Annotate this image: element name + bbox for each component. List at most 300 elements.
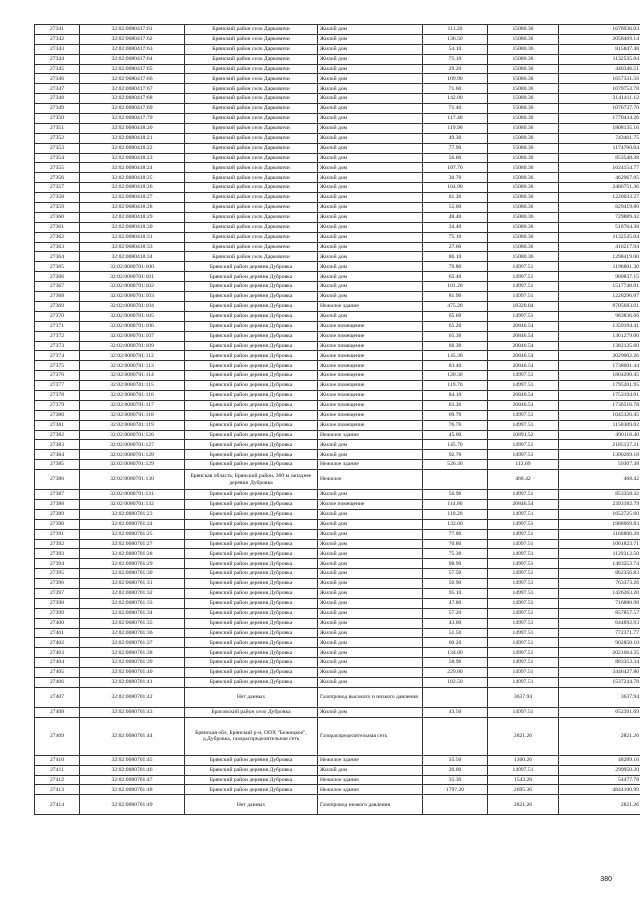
address-cell: Брянский район деревня Дубровка: [185, 371, 318, 381]
table-row: [35, 242, 640, 252]
cadastral-number-cell: 32:02:0080701:112: [80, 351, 185, 361]
specific-value-cell: 14997.51: [488, 579, 559, 589]
address-cell: Брянский район деревня Дубровка: [185, 539, 318, 549]
area-cell: 66.30: [423, 341, 488, 351]
cadastral-number-cell: 32:02:0080701:115: [80, 381, 185, 391]
area-cell: 75.10: [423, 54, 488, 64]
cadastral-value-cell: 48289.10: [559, 755, 640, 765]
address-cell: Брянский район село Дарковичи: [185, 232, 318, 242]
address-cell: Брянский район деревня Дубровка: [185, 272, 318, 282]
object-type-cell: Жилой дом: [318, 519, 423, 529]
cadastral-number-cell: 32:02:0080417:62: [80, 34, 185, 44]
specific-value-cell: 15080.36: [488, 114, 559, 124]
area-cell: 71.40: [423, 104, 488, 114]
table-row: [35, 569, 640, 579]
cadastral-value-cell: 1045326.45: [559, 410, 640, 420]
cadastral-number-cell: 32:02:0080701:31: [80, 579, 185, 589]
cadastral-value-cell: 1166806.28: [559, 529, 640, 539]
area-cell: 81.30: [423, 193, 488, 203]
address-cell: Брянская область, Брянский район, 300 м западнее деревни Дубровка: [185, 470, 318, 490]
cadastral-number-cell: 32:02:0080701:45: [80, 755, 185, 765]
specific-value-cell: 14997.51: [488, 559, 559, 569]
table-row: [35, 400, 640, 410]
object-type-cell: Газопровод высокого и низкого давления: [318, 687, 423, 707]
specific-value-cell: 14997.51: [488, 707, 559, 717]
cadastral-value-cell: 4844100.99: [559, 785, 640, 795]
specific-value-cell: 14997.51: [488, 658, 559, 668]
cadastral-number-cell: 32:02:0080701:32: [80, 588, 185, 598]
area-cell: 20.00: [423, 765, 488, 775]
area-cell: 95.10: [423, 588, 488, 598]
area-cell: 132.60: [423, 519, 488, 529]
object-type-cell: Жилой дом: [318, 272, 423, 282]
table-row: [35, 321, 640, 331]
cadastral-value-cell: 3446427.80: [559, 668, 640, 678]
area-cell: 58.90: [423, 658, 488, 668]
area-cell: 48.40: [423, 212, 488, 222]
address-cell: Брянский район деревня Дубровка: [185, 598, 318, 608]
specific-value-cell: 15080.36: [488, 133, 559, 143]
address-cell: Брянский район деревня Дубровка: [185, 430, 318, 440]
row-number-cell: 27410: [35, 755, 80, 765]
object-type-cell: Жилой дом: [318, 262, 423, 272]
table-row: [35, 361, 640, 371]
cadastral-value-cell: 2021664.35: [559, 648, 640, 658]
object-type-cell: Нежилое здание: [318, 755, 423, 765]
area-cell: 120.30: [423, 371, 488, 381]
row-number-cell: 27413: [35, 785, 80, 795]
cadastral-value-cell: 1196801.30: [559, 262, 640, 272]
row-number-cell: 27405: [35, 668, 80, 678]
address-cell: Брянский район деревня Дубровка: [185, 420, 318, 430]
area-cell: [423, 717, 488, 755]
address-cell: Брянский район село Дарковичи: [185, 173, 318, 183]
cadastral-value-cell: 729889.42: [559, 212, 640, 222]
cadastral-value-cell: 440346.51: [559, 64, 640, 74]
specific-value-cell: 15080.36: [488, 222, 559, 232]
specific-value-cell: 2695.36: [488, 785, 559, 795]
table-row: [35, 795, 640, 815]
cadastral-number-cell: 32:02:0080418:33: [80, 242, 185, 252]
cadastral-number-cell: 32:02:0080701:109: [80, 341, 185, 351]
cadastral-value-cell: 8705683.01: [559, 301, 640, 311]
row-number-cell: 27368: [35, 292, 80, 302]
specific-value-cell: 14997.51: [488, 410, 559, 420]
table-row: [35, 440, 640, 450]
area-cell: 109.90: [423, 74, 488, 84]
specific-value-cell: 20846.54: [488, 400, 559, 410]
specific-value-cell: 14997.51: [488, 292, 559, 302]
area-cell: 65.60: [423, 311, 488, 321]
area-cell: 49.30: [423, 133, 488, 143]
address-cell: Брянский район деревня Дубровка: [185, 410, 318, 420]
row-number-cell: 27377: [35, 381, 80, 391]
address-cell: Брянский район деревня Дубровка: [185, 755, 318, 765]
table-row: [35, 410, 640, 420]
area-cell: 83.40: [423, 361, 488, 371]
cadastral-value-cell: 1988669.83: [559, 519, 640, 529]
address-cell: Брянский район село Дарковичи: [185, 193, 318, 203]
specific-value-cell: 14997.51: [488, 678, 559, 688]
table-row: [35, 549, 640, 559]
cadastral-number-cell: 32:02:0080701:118: [80, 410, 185, 420]
area-cell: 145.70: [423, 440, 488, 450]
table-row: [35, 687, 640, 707]
address-cell: Брянский район деревня Дубровка: [185, 499, 318, 509]
specific-value-cell: 20846.54: [488, 321, 559, 331]
cadastral-number-cell: 32:02:0080701:28: [80, 549, 185, 559]
cadastral-value-cell: 853358.32: [559, 490, 640, 500]
cadastral-value-cell: 490118.40: [559, 430, 640, 440]
table-row: [35, 390, 640, 400]
cadastral-value-cell: 1298419.00: [559, 252, 640, 262]
row-number-cell: 27393: [35, 549, 80, 559]
cadastral-number-cell: 32:02:0080701:39: [80, 658, 185, 668]
row-number-cell: 27385: [35, 460, 80, 470]
area-cell: [423, 470, 488, 490]
object-type-cell: Нежилое здание: [318, 460, 423, 470]
table-row: [35, 519, 640, 529]
specific-value-cell: 15080.36: [488, 252, 559, 262]
address-cell: Брянская обл, Брянский р-н, ОПХ "Бежицкое", д.Дубровка, газораспределительная сеть: [185, 717, 318, 755]
cadastral-number-cell: 32:02:0080701:36: [80, 628, 185, 638]
object-type-cell: Жилой дом: [318, 193, 423, 203]
object-type-cell: Жилой дом: [318, 292, 423, 302]
cadastral-value-cell: 1804200.45: [559, 371, 640, 381]
specific-value-cell: 15080.36: [488, 54, 559, 64]
row-number-cell: 27382: [35, 430, 80, 440]
specific-value-cell: 2821.26: [488, 795, 559, 815]
cadastral-number-cell: 32:02:0080418:24: [80, 163, 185, 173]
object-type-cell: Нежилое здание: [318, 775, 423, 785]
table-row: [35, 183, 640, 193]
area-cell: 65.30: [423, 331, 488, 341]
row-number-cell: 27353: [35, 143, 80, 153]
specific-value-cell: 14997.51: [488, 638, 559, 648]
area-cell: 84.10: [423, 390, 488, 400]
specific-value-cell: 14997.51: [488, 509, 559, 519]
row-number-cell: 27379: [35, 400, 80, 410]
row-number-cell: 27343: [35, 44, 80, 54]
cadastral-number-cell: 32:02:0080701:102: [80, 282, 185, 292]
specific-value-cell: 14997.51: [488, 765, 559, 775]
area-cell: 34.40: [423, 222, 488, 232]
table-row: [35, 222, 640, 232]
specific-value-cell: 112.69: [488, 460, 559, 470]
cadastral-value-cell: 1657331.56: [559, 74, 640, 84]
address-cell: Брянский район село Дарковичи: [185, 222, 318, 232]
specific-value-cell: 15080.36: [488, 34, 559, 44]
row-number-cell: 27390: [35, 519, 80, 529]
table-row: [35, 123, 640, 133]
cadastral-number-cell: 32:02:0080418:25: [80, 173, 185, 183]
cadastral-value-cell: 763373.26: [559, 579, 640, 589]
row-number-cell: 27392: [35, 539, 80, 549]
cadastral-number-cell: 32:02:0080701:46: [80, 765, 185, 775]
area-cell: 117.40: [423, 114, 488, 124]
address-cell: Брянский район деревня Дубровка: [185, 311, 318, 321]
cadastral-number-cell: 32:02:0080417:64: [80, 54, 185, 64]
cadastral-number-cell: 32:02:0080417:65: [80, 64, 185, 74]
cadastral-value-cell: 1132535.04: [559, 232, 640, 242]
cadastral-number-cell: 32:02:0080701:130: [80, 470, 185, 490]
address-cell: Брянский район деревня Дубровка: [185, 292, 318, 302]
object-type-cell: Жилое помещение: [318, 499, 423, 509]
address-cell: Брянский район село Дарковичи: [185, 242, 318, 252]
address-cell: Брянский район деревня Дубровка: [185, 579, 318, 589]
address-cell: Брянский район деревня Дубровка: [185, 638, 318, 648]
area-cell: 70.80: [423, 539, 488, 549]
table-row: [35, 618, 640, 628]
row-number-cell: 27355: [35, 163, 80, 173]
address-cell: Брянский район деревня Дубровка: [185, 608, 318, 618]
area-cell: 43.50: [423, 707, 488, 717]
table-row: [35, 381, 640, 391]
object-type-cell: Жилой дом: [318, 588, 423, 598]
object-type-cell: Жилой дом: [318, 638, 423, 648]
object-type-cell: Жилой дом: [318, 222, 423, 232]
table-row: [35, 163, 640, 173]
object-type-cell: Жилой дом: [318, 114, 423, 124]
cadastral-value-cell: 54477.78: [559, 775, 640, 785]
cadastral-value-cell: 644892.93: [559, 618, 640, 628]
row-number-cell: 27369: [35, 301, 80, 311]
area-cell: 114.80: [423, 499, 488, 509]
address-cell: Брасовский район село Дубровка: [185, 707, 318, 717]
table-row: [35, 529, 640, 539]
area-cell: 65.20: [423, 321, 488, 331]
address-cell: Брянский район деревня Дубровка: [185, 400, 318, 410]
cadastral-number-cell: 32:02:0080418:29: [80, 212, 185, 222]
row-number-cell: 27342: [35, 34, 80, 44]
cadastral-value-cell: 2393182.79: [559, 499, 640, 509]
area-cell: 45.00: [423, 430, 488, 440]
table-row: [35, 717, 640, 755]
area-cell: 164.90: [423, 183, 488, 193]
cadastral-number-cell: 32:02:0080701:117: [80, 400, 185, 410]
specific-value-cell: 14997.51: [488, 529, 559, 539]
object-type-cell: Жилое помещение: [318, 361, 423, 371]
row-number-cell: 27345: [35, 64, 80, 74]
specific-value-cell: 15080.36: [488, 203, 559, 213]
cadastral-value-cell: 59307.38: [559, 460, 640, 470]
object-type-cell: Жилой дом: [318, 450, 423, 460]
address-cell: Брянский район село Дарковичи: [185, 94, 318, 104]
cadastral-value-cell: 2058469.14: [559, 34, 640, 44]
object-type-cell: Жилой дом: [318, 678, 423, 688]
cadastral-number-cell: 32:02:0080701:101: [80, 272, 185, 282]
table-row: [35, 490, 640, 500]
cadastral-number-cell: 32:02:0080701:44: [80, 717, 185, 755]
specific-value-cell: 14997.51: [488, 539, 559, 549]
cadastral-number-cell: 32:02:0080701:33: [80, 598, 185, 608]
specific-value-cell: 14997.51: [488, 569, 559, 579]
row-number-cell: 27344: [35, 54, 80, 64]
row-number-cell: 27350: [35, 114, 80, 124]
row-number-cell: 27348: [35, 94, 80, 104]
object-type-cell: Газопровод низкого давления: [318, 795, 423, 815]
specific-value-cell: 3637.94: [488, 687, 559, 707]
cadastral-value-cell: 883353.34: [559, 658, 640, 668]
object-type-cell: Жилое помещение: [318, 410, 423, 420]
specific-value-cell: 14997.51: [488, 272, 559, 282]
object-type-cell: Нежилое: [318, 470, 423, 490]
table-row: [35, 212, 640, 222]
area-cell: 60.20: [423, 638, 488, 648]
area-cell: 77.90: [423, 143, 488, 153]
specific-value-cell: 15080.36: [488, 183, 559, 193]
cadastral-value-cell: 772371.77: [559, 628, 640, 638]
cadastral-table: [34, 24, 640, 815]
cadastral-value-cell: 2821.26: [559, 795, 640, 815]
page-number: 380: [600, 876, 612, 883]
address-cell: Брянский район село Дарковичи: [185, 64, 318, 74]
row-number-cell: 27383: [35, 440, 80, 450]
cadastral-number-cell: 32:02:0080701:129: [80, 460, 185, 470]
cadastral-value-cell: 716880.98: [559, 598, 640, 608]
row-number-cell: 27367: [35, 282, 80, 292]
table-row: [35, 450, 640, 460]
object-type-cell: Жилой дом: [318, 84, 423, 94]
row-number-cell: 27380: [35, 410, 80, 420]
area-cell: 35.30: [423, 775, 488, 785]
row-number-cell: 27361: [35, 222, 80, 232]
row-number-cell: 27386: [35, 470, 80, 490]
object-type-cell: Жилой дом: [318, 658, 423, 668]
cadastral-value-cell: 3029002.26: [559, 351, 640, 361]
cadastral-value-cell: 518764.38: [559, 222, 640, 232]
cadastral-value-cell: 2821.26: [559, 717, 640, 755]
address-cell: Брянский район деревня Дубровка: [185, 549, 318, 559]
object-type-cell: Жилое помещение: [318, 341, 423, 351]
object-type-cell: Жилой дом: [318, 282, 423, 292]
specific-value-cell: 20846.54: [488, 341, 559, 351]
object-type-cell: Жилой дом: [318, 34, 423, 44]
cadastral-number-cell: 32:02:0080701:27: [80, 539, 185, 549]
address-cell: Брянский район деревня Дубровка: [185, 765, 318, 775]
cadastral-value-cell: 1382125.60: [559, 341, 640, 351]
cadastral-value-cell: 980837.15: [559, 272, 640, 282]
cadastral-number-cell: 32:02:0080701:29: [80, 559, 185, 569]
row-number-cell: 27372: [35, 331, 80, 341]
row-number-cell: 27359: [35, 203, 80, 213]
object-type-cell: Жилой дом: [318, 707, 423, 717]
address-cell: Брянский район деревня Дубровка: [185, 440, 318, 450]
cadastral-number-cell: 32:02:0080701:23: [80, 509, 185, 519]
table-row: [35, 104, 640, 114]
address-cell: Брянский район деревня Дубровка: [185, 618, 318, 628]
table-row: [35, 44, 640, 54]
cadastral-value-cell: 1770434.26: [559, 114, 640, 124]
table-row: [35, 678, 640, 688]
address-cell: Брянский район село Дарковичи: [185, 104, 318, 114]
table-row: [35, 133, 640, 143]
row-number-cell: 27360: [35, 212, 80, 222]
specific-value-cell: 20846.54: [488, 499, 559, 509]
cadastral-value-cell: 1132535.04: [559, 54, 640, 64]
address-cell: Брянский район деревня Дубровка: [185, 341, 318, 351]
address-cell: Брянский район село Дарковичи: [185, 143, 318, 153]
specific-value-cell: 2821.26: [488, 717, 559, 755]
specific-value-cell: 18320.04: [488, 301, 559, 311]
table-row: [35, 34, 640, 44]
address-cell: Брянский район село Дарковичи: [185, 54, 318, 64]
object-type-cell: Жилой дом: [318, 54, 423, 64]
cadastral-value-cell: 1652725.60: [559, 509, 640, 519]
row-number-cell: 27366: [35, 272, 80, 282]
table-row: [35, 25, 640, 35]
cadastral-number-cell: 32:02:0080418:23: [80, 153, 185, 163]
specific-value-cell: 15080.36: [488, 193, 559, 203]
cadastral-value-cell: 1228296.07: [559, 292, 640, 302]
specific-value-cell: 15080.36: [488, 123, 559, 133]
area-cell: 69.70: [423, 410, 488, 420]
cadastral-number-cell: 32:02:0080417:68: [80, 94, 185, 104]
cadastral-number-cell: 32:02:0080701:107: [80, 331, 185, 341]
object-type-cell: Жилой дом: [318, 153, 423, 163]
table-row: [35, 785, 640, 795]
cadastral-number-cell: 32:02:0080701:40: [80, 668, 185, 678]
specific-value-cell: 20846.54: [488, 331, 559, 341]
specific-value-cell: 15080.36: [488, 153, 559, 163]
object-type-cell: Жилой дом: [318, 608, 423, 618]
cadastral-number-cell: 32:02:0080701:47: [80, 775, 185, 785]
cadastral-value-cell: 2141411.12: [559, 94, 640, 104]
specific-value-cell: 14997.51: [488, 519, 559, 529]
address-cell: Нет данных: [185, 687, 318, 707]
cadastral-number-cell: 32:02:0080701:113: [80, 361, 185, 371]
object-type-cell: Жилой дом: [318, 252, 423, 262]
row-number-cell: 27406: [35, 678, 80, 688]
area-cell: 92.70: [423, 450, 488, 460]
cadastral-value-cell: 1808135.16: [559, 123, 640, 133]
object-type-cell: Жилой дом: [318, 94, 423, 104]
object-type-cell: Жилой дом: [318, 123, 423, 133]
cadastral-number-cell: 32:02:0080701:25: [80, 529, 185, 539]
row-number-cell: 27401: [35, 628, 80, 638]
specific-value-cell: 14997.51: [488, 311, 559, 321]
row-number-cell: 27378: [35, 390, 80, 400]
area-cell: [423, 687, 488, 707]
object-type-cell: Жилой дом: [318, 173, 423, 183]
cadastral-value-cell: 902850.10: [559, 638, 640, 648]
row-number-cell: 27365: [35, 262, 80, 272]
area-cell: 1797.20: [423, 785, 488, 795]
row-number-cell: 27412: [35, 775, 80, 785]
cadastral-value-cell: 462967.05: [559, 173, 640, 183]
specific-value-cell: 14997.51: [488, 381, 559, 391]
cadastral-value-cell: 1061823.71: [559, 539, 640, 549]
cadastral-number-cell: 32:02:0080701:119: [80, 420, 185, 430]
cadastral-value-cell: 1076737.70: [559, 104, 640, 114]
object-type-cell: Жилое помещение: [318, 400, 423, 410]
cadastral-number-cell: 32:02:0080701:104: [80, 301, 185, 311]
address-cell: Брянский район деревня Дубровка: [185, 559, 318, 569]
object-type-cell: Жилой дом: [318, 203, 423, 213]
table-row: [35, 470, 640, 490]
cadastral-number-cell: 32:02:0080701:127: [80, 440, 185, 450]
row-number-cell: 27376: [35, 371, 80, 381]
address-cell: Брянский район деревня Дубровка: [185, 785, 318, 795]
object-type-cell: Жилой дом: [318, 579, 423, 589]
specific-value-cell: 14997.51: [488, 668, 559, 678]
cadastral-value-cell: 743461.75: [559, 133, 640, 143]
cadastral-value-cell: 1361279.06: [559, 331, 640, 341]
area-cell: 54.10: [423, 44, 488, 54]
address-cell: Брянский район деревня Дубровка: [185, 509, 318, 519]
object-type-cell: Жилой дом: [318, 440, 423, 450]
address-cell: Брянский район деревня Дубровка: [185, 301, 318, 311]
